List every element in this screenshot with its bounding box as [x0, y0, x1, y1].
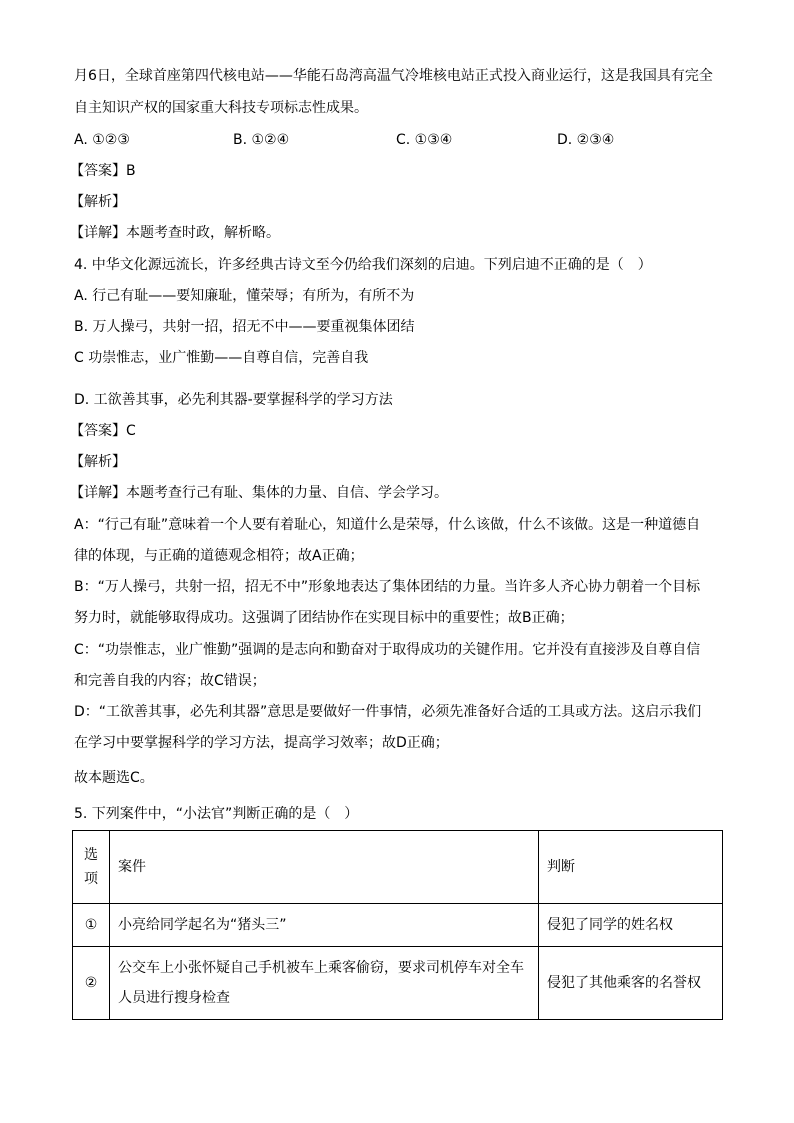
- q4-stem: 4. 中华文化源远流长，许多经典古诗文至今仍给我们深刻的启迪。下列启迪不正确的是（ ）: [74, 257, 652, 273]
- q4-option-a: A. 行己有耻——要知廉耻，懂荣辱；有所为，有所不为: [74, 288, 415, 304]
- q4-detail-line-5: 努力时，就能够取得成功。这强调了团结协作在实现目标中的重要性；故B正确；: [74, 610, 574, 626]
- q4-detail-line-8: D：“工欲善其事，必先利其器”意思是要做好一件事情，必须先准备好合适的工具或方法。这启示我们: [74, 704, 702, 720]
- q4-detail-line-3: 律的体现，与正确的道德观念相符；故A正确；: [74, 548, 364, 564]
- q4-option-d: D. 工欲善其事，必先利其器-要掌握科学的学习方法: [74, 392, 393, 408]
- q3-option-c: C. ①③④: [396, 132, 453, 148]
- q3-analysis: 【解析】: [70, 194, 126, 210]
- q4-detail-line-6: C：“功崇惟志，业广惟勤”强调的是志向和勤奋对于取得成功的关键作用。它并没有直接涉及自尊自信: [74, 642, 701, 658]
- q4-detail-line-9: 在学习中要掌握科学的学习方法，提高学习效率；故D正确；: [74, 735, 449, 751]
- q3-answer: 【答案】B: [70, 163, 136, 179]
- q5-stem: 5. 下列案件中，“小法官”判断正确的是（ ）: [74, 806, 359, 822]
- table-row: [73, 904, 723, 947]
- q3-detail: 【详解】本题考查时政，解析略。: [70, 225, 280, 241]
- q3-option-a: A. ①②③: [74, 132, 130, 148]
- header-option: [73, 831, 110, 904]
- q4-detail-line-7: 和完善自我的内容；故C错误；: [74, 673, 266, 689]
- q4-conclusion: 故本题选C。: [74, 770, 154, 786]
- header-judgment: 判断: [539, 831, 723, 904]
- q4-detail-line-4: B：“万人操弓，共射一招，招无不中”形象地表达了集体团结的力量。当许多人齐心协力朝着一个目标: [74, 579, 701, 595]
- q4-detail-line-2: A：“行己有耻”意味着一个人要有着耻心，知道什么是荣辱，什么该做，什么不该做。这是一种道德自: [74, 517, 701, 533]
- header-case: 案件: [110, 831, 539, 904]
- table-header-row: [73, 831, 723, 904]
- q4-option-c: C 功崇惟志，业广惟勤——自尊自信，完善自我: [74, 350, 369, 366]
- q4-analysis: 【解析】: [70, 454, 126, 470]
- row-2-option: ②: [73, 947, 110, 1020]
- table-row: [73, 947, 723, 1020]
- q5-case-table: [72, 830, 723, 1020]
- row-1-case: 小亮给同学起名为“猪头三”: [110, 904, 539, 947]
- q4-detail-line-1: 【详解】本题考查行己有耻、集体的力量、自信、学会学习。: [70, 485, 448, 501]
- header-option-text: 选项: [84, 847, 98, 887]
- q3-option-d: D. ②③④: [557, 132, 615, 148]
- row-2-judgment: 侵犯了其他乘客的名誉权: [539, 947, 723, 1020]
- row-1-judgment: 侵犯了同学的姓名权: [539, 904, 723, 947]
- q4-answer: 【答案】C: [70, 423, 136, 439]
- intro-line-2: 自主知识产权的国家重大科技专项标志性成果。: [74, 100, 368, 116]
- q3-option-b: B. ①②④: [233, 132, 290, 148]
- row-2-case: 公交车上小张怀疑自己手机被车上乘客偷窃，要求司机停车对全车人员进行搜身检查: [110, 947, 539, 1020]
- row-1-option: ①: [73, 904, 110, 947]
- q4-option-b: B. 万人操弓，共射一招，招无不中——要重视集体团结: [74, 319, 415, 335]
- intro-line-1: 月6日，全球首座第四代核电站——华能石岛湾高温气冷堆核电站正式投入商业运行，这是我国具有完全: [74, 68, 713, 84]
